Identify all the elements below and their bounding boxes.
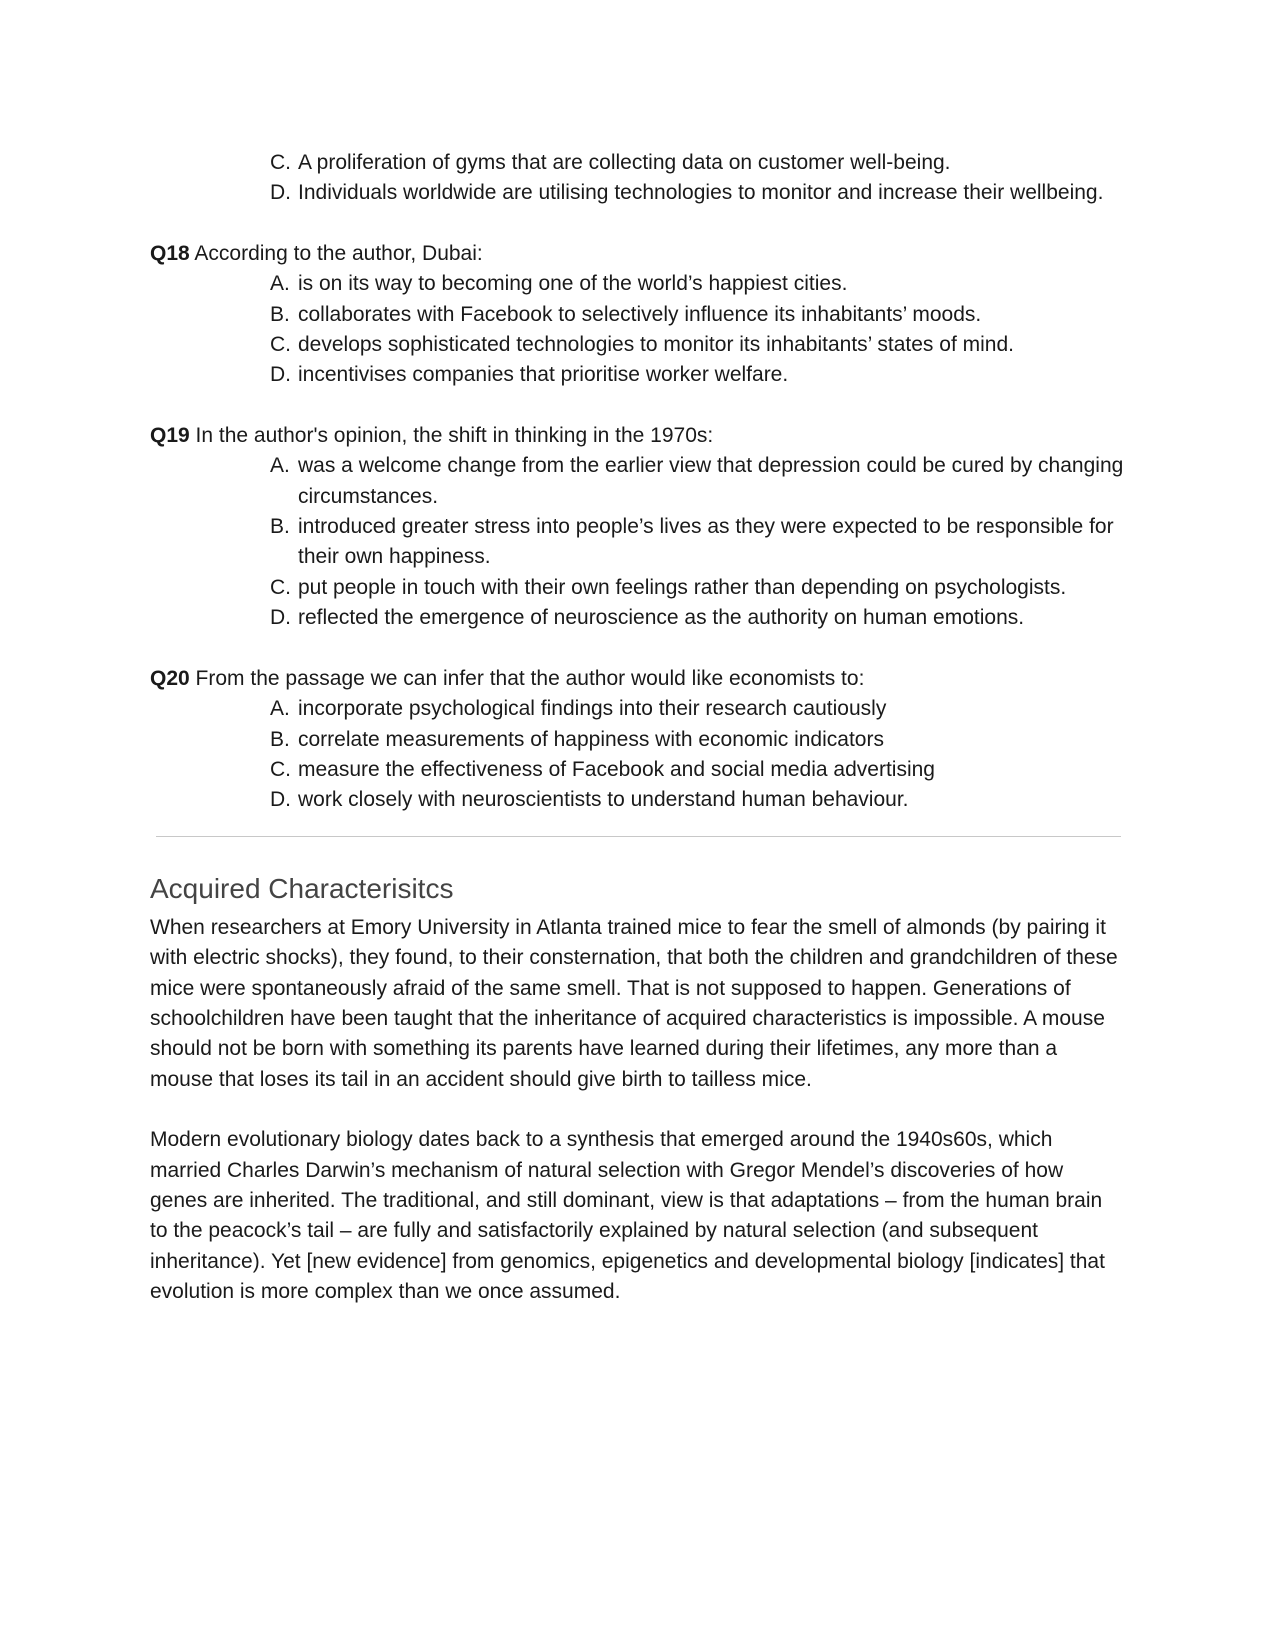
option-text: put people in touch with their own feelings rather than depending on psychologists. — [298, 575, 1067, 599]
continued-options — [150, 148, 1125, 209]
option-letter: B. — [270, 515, 290, 539]
option-item — [260, 725, 1125, 755]
option-item — [260, 360, 1125, 390]
option-item — [260, 269, 1125, 299]
option-item — [260, 694, 1125, 724]
option-letter: A. — [270, 697, 290, 721]
option-list — [150, 694, 1125, 816]
passage-paragraph: When researchers at Emory University in Atlanta trained mice to fear the smell of almonds (by pairing it with electric shocks), they found, to their consternation, that both the children and grandchildren of these mice were spontaneously afraid of the same smell. That is not supposed to happen. Generations of schoolchildren have been taught that the inheritance of acquired characteristics is impossible. A mouse should not be born with something its parents have learned during their lifetimes, any more than a mouse that loses its tail in an accident should give birth to tailless mice. — [150, 915, 1118, 1091]
option-item — [260, 603, 1125, 633]
option-text: reflected the emergence of neuroscience as the authority on human emotions. — [298, 606, 1025, 630]
option-text: incentivises companies that prioritise worker welfare. — [298, 363, 789, 387]
option-item — [260, 785, 1125, 815]
question-number: Q18 — [150, 241, 190, 265]
option-text: develops sophisticated technologies to monitor its inhabitants’ states of mind. — [298, 333, 1014, 357]
question-prompt — [150, 664, 1125, 694]
option-item — [260, 573, 1125, 603]
question-q19 — [150, 421, 1125, 634]
section-title: Acquired Characterisitcs — [150, 872, 454, 904]
option-letter: C. — [270, 757, 291, 781]
option-item — [260, 512, 1125, 573]
question-number: Q19 — [150, 423, 190, 447]
option-letter: A. — [270, 272, 290, 296]
option-list — [150, 269, 1125, 391]
passage-paragraph: Modern evolutionary biology dates back to a synthesis that emerged around the 1940s60s, which married Charles Darwin’s mechanism of natural selection with Gregor Mendel’s discoveries of how genes are inherited. The traditional, and still dominant, view is that adaptations – from the human brain to the peacock’s tail – are fully and satisfactorily explained by natural selection (and subsequent inheritance). Yet [new evidence] from genomics, epigenetics and developmental biology [indicates] that evolution is more complex than we once assumed. — [150, 1128, 1105, 1304]
question-text: From the passage we can infer that the author would like economists to: — [195, 666, 865, 690]
question-text: According to the author, Dubai: — [194, 241, 483, 265]
question-q18 — [150, 239, 1125, 391]
option-text: introduced greater stress into people’s lives as they were expected to be responsible for their own happiness. — [298, 515, 1114, 569]
option-letter: C. — [270, 151, 291, 174]
option-text: correlate measurements of happiness with economic indicators — [298, 727, 884, 751]
question-prompt — [150, 421, 1125, 451]
option-text: Individuals worldwide are utilising technologies to monitor and increase their wellbeing. — [298, 181, 1104, 205]
document-page — [150, 148, 1125, 1308]
option-text: was a welcome change from the earlier view that depression could be cured by changing circumstances. — [298, 454, 1124, 508]
option-letter: D. — [270, 788, 291, 812]
option-item — [260, 330, 1125, 360]
option-letter: B. — [270, 302, 290, 326]
option-letter: D. — [270, 606, 291, 630]
option-text: collaborates with Facebook to selectively influence its inhabitants’ moods. — [298, 302, 982, 326]
question-text: In the author's opinion, the shift in thinking in the 1970s: — [195, 423, 714, 447]
option-text: work closely with neuroscientists to understand human behaviour. — [298, 788, 909, 812]
option-letter: C. — [270, 575, 291, 599]
option-item — [260, 755, 1125, 785]
option-item — [260, 451, 1125, 512]
option-letter: D. — [270, 181, 291, 205]
option-text: is on its way to becoming one of the world’s happiest cities. — [298, 272, 848, 296]
option-item — [260, 300, 1125, 330]
option-list — [150, 451, 1125, 633]
option-letter: D. — [270, 363, 291, 387]
option-item — [260, 178, 1125, 208]
option-text: incorporate psychological findings into their research cautiously — [298, 697, 887, 721]
option-letter: A. — [270, 454, 290, 478]
option-item — [260, 148, 1125, 178]
option-text: measure the effectiveness of Facebook and social media advertising — [298, 757, 935, 781]
option-text: A proliferation of gyms that are collecting data on customer well-being. — [298, 151, 951, 174]
option-letter: B. — [270, 727, 290, 751]
section-divider — [156, 836, 1121, 837]
option-letter: C. — [270, 333, 291, 357]
question-prompt — [150, 239, 1125, 269]
question-q20 — [150, 664, 1125, 816]
question-number: Q20 — [150, 666, 190, 690]
